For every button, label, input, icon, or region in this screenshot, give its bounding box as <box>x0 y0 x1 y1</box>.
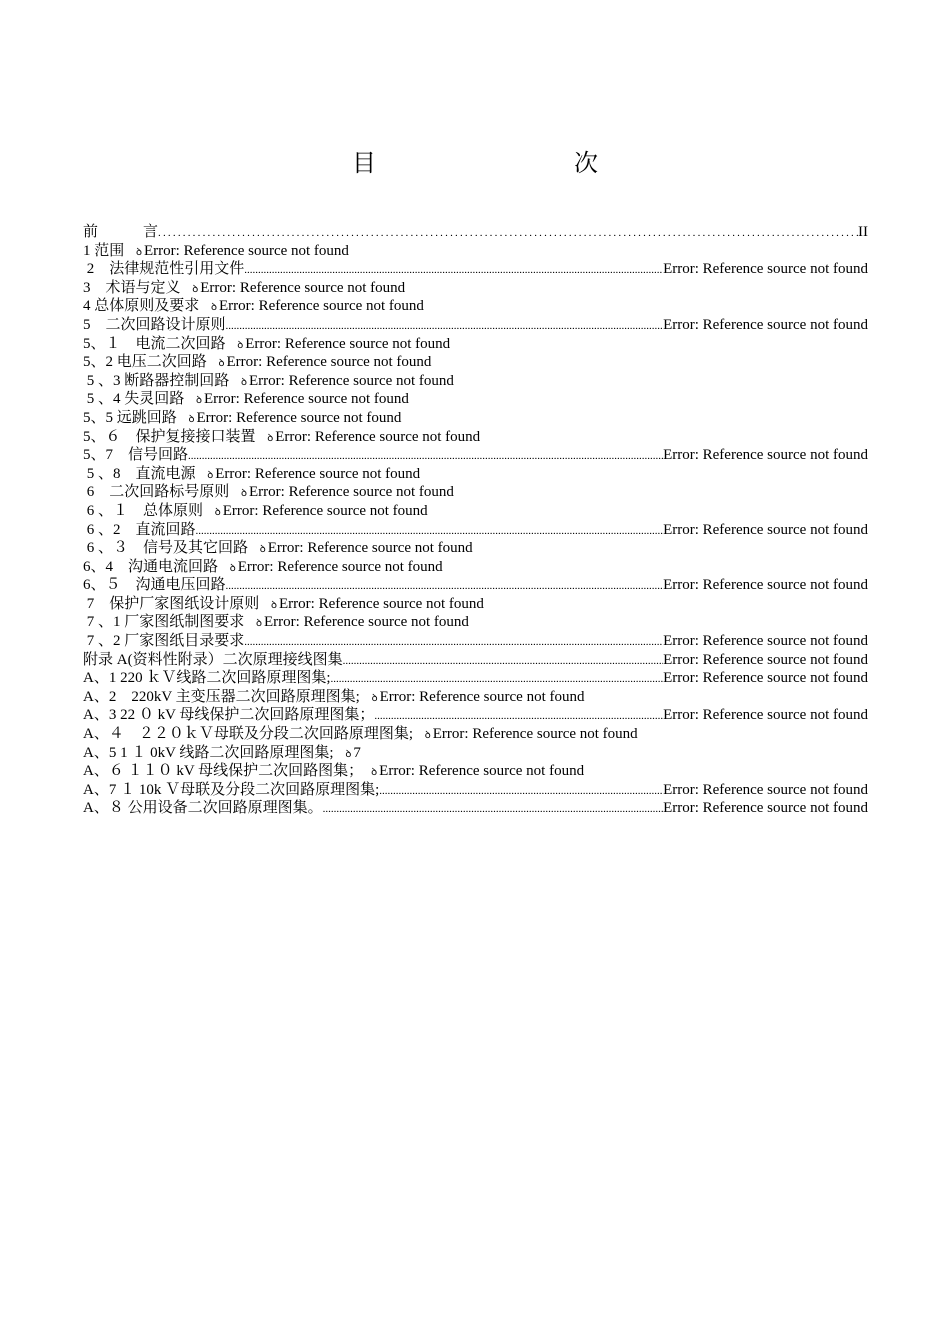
toc-entry-page-ref: 7 <box>353 744 361 761</box>
toc-entry-page-ref: Error: Reference source not found <box>245 335 451 352</box>
field-marker-icon: ꝺ <box>259 544 266 556</box>
toc-entry[interactable] <box>83 483 868 502</box>
toc-entry[interactable] <box>83 372 868 391</box>
toc-entry[interactable] <box>83 297 868 316</box>
toc-entry[interactable] <box>83 613 868 632</box>
toc-entry[interactable] <box>83 576 868 595</box>
toc-entry[interactable] <box>83 744 868 763</box>
field-marker-icon: ꝺ <box>136 246 143 258</box>
toc-entry-label: 6、５ 沟通电压回路 <box>83 577 226 594</box>
dot-leader <box>323 800 663 819</box>
toc-entry-page-ref: Error: Reference source not found <box>196 409 402 426</box>
toc-entry[interactable] <box>83 316 868 335</box>
toc-entry-label: 5 二次回路设计原则 <box>83 316 226 333</box>
toc-entry-page-ref: Error: Reference source not found <box>267 540 473 557</box>
dot-leader <box>379 782 663 801</box>
toc-entry[interactable] <box>83 260 868 279</box>
toc-entry-label: 6、4 沟通电流回路 <box>83 558 222 575</box>
toc-entry-page-ref: Error: Reference source not found <box>432 726 638 743</box>
field-marker-icon: ꝺ <box>241 376 248 388</box>
toc-entry-label: 前 言 <box>83 224 159 240</box>
toc-entry[interactable] <box>83 725 868 744</box>
toc-entry-label: A、1 220 ｋＶ线路二次回路原理图集; <box>83 670 331 687</box>
field-marker-icon: ꝺ <box>214 506 221 518</box>
field-marker-icon: ꝺ <box>211 302 218 314</box>
toc-entry[interactable] <box>83 632 868 651</box>
toc-entry-page-ref: Error: Reference source not found <box>249 372 454 389</box>
toc-entry-label: 6 、３ 信号及其它回路 <box>83 540 252 557</box>
toc-entry-page-ref: Error: Reference source not found <box>379 688 585 705</box>
field-marker-icon: ꝺ <box>188 413 195 425</box>
toc-entry-label: 5、2 电压二次回路 <box>83 354 211 371</box>
toc-entry-page-ref: Error: Reference source not found <box>249 484 454 501</box>
field-marker-icon: ꝺ <box>218 358 225 370</box>
toc-entry[interactable] <box>83 390 868 409</box>
toc-entry[interactable] <box>83 502 868 521</box>
dot-leader <box>226 317 664 336</box>
toc-entry-page-ref: Error: Reference source not found <box>663 781 868 798</box>
toc-entry-page-ref: Error: Reference source not found <box>200 279 406 296</box>
toc-entry-page-ref: Error: Reference source not found <box>222 502 428 519</box>
toc-entry-label: 2 法律规范性引用文件 <box>83 261 245 278</box>
toc-entry-page-ref: Error: Reference source not found <box>379 763 585 780</box>
dot-leader <box>158 224 858 243</box>
toc-entry-label: 3 术语与定义 <box>83 279 185 296</box>
toc-entry-label: A、８ 公用设备二次回路原理图集。 <box>83 800 323 817</box>
field-marker-icon: ꝺ <box>196 395 203 407</box>
toc-entry[interactable] <box>83 539 868 558</box>
toc-entry-label: A、5 1 １ 0kV 线路二次回路原理图集; <box>83 744 338 761</box>
toc-entry-page-ref: Error: Reference source not found <box>663 261 868 278</box>
toc-entry-page-ref: Error: Reference source not found <box>663 800 868 817</box>
dot-leader <box>374 707 663 726</box>
toc-entry-page-ref: Error: Reference source not found <box>204 391 409 408</box>
field-marker-icon: ꝺ <box>424 730 431 742</box>
toc-entry[interactable] <box>83 799 868 818</box>
dot-leader <box>196 522 664 541</box>
toc-entry-label: A、7 １ 10k Ｖ母联及分段二次回路原理图集; <box>83 781 380 798</box>
toc-entry-label: 5 、4 失灵回路 <box>83 391 189 408</box>
toc-entry-page-ref: Error: Reference source not found <box>264 614 469 631</box>
toc-entry-label: A、2 220kV 主变压器二次回路原理图集; <box>83 688 364 705</box>
toc-entry-page-ref: Error: Reference source not found <box>663 447 868 464</box>
toc-entry-page-ref: Error: Reference source not found <box>663 670 868 687</box>
table-of-contents <box>83 223 868 818</box>
field-marker-icon: ꝺ <box>207 469 214 481</box>
toc-entry-page-ref: Error: Reference source not found <box>219 298 424 315</box>
toc-entry[interactable] <box>83 651 868 670</box>
toc-entry-label: 5、5 远跳回路 <box>83 409 181 426</box>
toc-entry-label: A、４ ２２０ｋＶ母联及分段二次回路原理图集; <box>83 726 417 743</box>
dot-leader <box>244 261 663 280</box>
toc-entry-page-ref: Error: Reference source not found <box>663 577 868 594</box>
toc-entry-label: 5、６ 保护复接接口装置 <box>83 428 260 445</box>
toc-entry[interactable] <box>83 335 868 354</box>
toc-entry[interactable] <box>83 353 868 372</box>
toc-entry[interactable] <box>83 595 868 614</box>
toc-title: 目 次 <box>352 149 648 177</box>
toc-entry[interactable] <box>83 688 868 707</box>
toc-entry[interactable] <box>83 428 868 447</box>
toc-entry-page-ref: Error: Reference source not found <box>663 521 868 538</box>
field-marker-icon: ꝺ <box>229 562 236 574</box>
dot-leader <box>244 633 663 652</box>
toc-entry-page-ref: Error: Reference source not found <box>144 242 349 259</box>
dot-leader <box>226 577 664 596</box>
toc-entry-label: 7 、2 厂家图纸目录要求 <box>83 633 245 650</box>
toc-entry-page-ref: Error: Reference source not found <box>663 707 868 724</box>
toc-entry-label: A、６ １１０ kV 母线保护二次回路图集； <box>83 763 364 780</box>
toc-entry-page-ref: Error: Reference source not found <box>279 595 484 612</box>
toc-entry[interactable] <box>83 242 868 261</box>
field-marker-icon: ꝺ <box>371 692 378 704</box>
field-marker-icon: ꝺ <box>256 618 263 630</box>
toc-entry-label: 6 、１ 总体原则 <box>83 502 207 519</box>
toc-entry-label: 附录 A(资料性附录）二次原理接线图集 <box>83 651 343 668</box>
dot-leader <box>331 670 664 689</box>
toc-entry-page-ref: Error: Reference source not found <box>237 558 443 575</box>
field-marker-icon: ꝺ <box>267 432 274 444</box>
toc-entry[interactable] <box>83 781 868 800</box>
toc-entry[interactable] <box>83 465 868 484</box>
toc-entry[interactable] <box>83 521 868 540</box>
toc-entry-label: 7 、1 厂家图纸制图要求 <box>83 614 249 631</box>
field-marker-icon: ꝺ <box>192 283 199 295</box>
toc-entry[interactable] <box>83 446 868 465</box>
toc-entry[interactable] <box>83 669 868 688</box>
field-marker-icon: ꝺ <box>241 488 248 500</box>
toc-entry-page-ref: Error: Reference source not found <box>663 651 868 668</box>
toc-entry[interactable] <box>83 558 868 577</box>
toc-entry[interactable] <box>83 223 868 242</box>
toc-entry[interactable] <box>83 279 868 298</box>
toc-entry-label: 6 二次回路标号原则 <box>83 484 234 501</box>
dot-leader <box>188 447 663 466</box>
toc-entry[interactable] <box>83 762 868 781</box>
field-marker-icon: ꝺ <box>237 339 244 351</box>
toc-entry-label: 1 范围 <box>83 242 129 259</box>
toc-entry-page-ref: Error: Reference source not found <box>215 465 421 482</box>
toc-entry-label: 6 、2 直流回路 <box>83 521 196 538</box>
toc-entry-page-ref: Error: Reference source not found <box>275 428 481 445</box>
toc-entry-page-ref: Error: Reference source not found <box>663 316 868 333</box>
toc-entry-label: A、3 22 ０ kV 母线保护二次回路原理图集； <box>83 707 375 724</box>
toc-entry-page-ref: Error: Reference source not found <box>663 633 868 650</box>
toc-entry-page-ref: Error: Reference source not found <box>226 354 432 371</box>
toc-entry-label: 5 、3 断路器控制回路 <box>83 372 234 389</box>
field-marker-icon: ꝺ <box>371 767 378 779</box>
field-marker-icon: ꝺ <box>271 599 278 611</box>
toc-entry[interactable] <box>83 706 868 725</box>
dot-leader <box>343 652 663 671</box>
toc-entry-page-ref: II <box>858 224 868 240</box>
toc-entry-label: 4 总体原则及要求 <box>83 298 204 315</box>
toc-entry-label: 5、１ 电流二次回路 <box>83 335 230 352</box>
field-marker-icon: ꝺ <box>345 748 352 760</box>
toc-entry-label: 5、7 信号回路 <box>83 447 189 464</box>
toc-entry-label: 5 、8 直流电源 <box>83 465 200 482</box>
toc-entry-label: 7 保护厂家图纸设计原则 <box>83 595 264 612</box>
toc-entry[interactable] <box>83 409 868 428</box>
